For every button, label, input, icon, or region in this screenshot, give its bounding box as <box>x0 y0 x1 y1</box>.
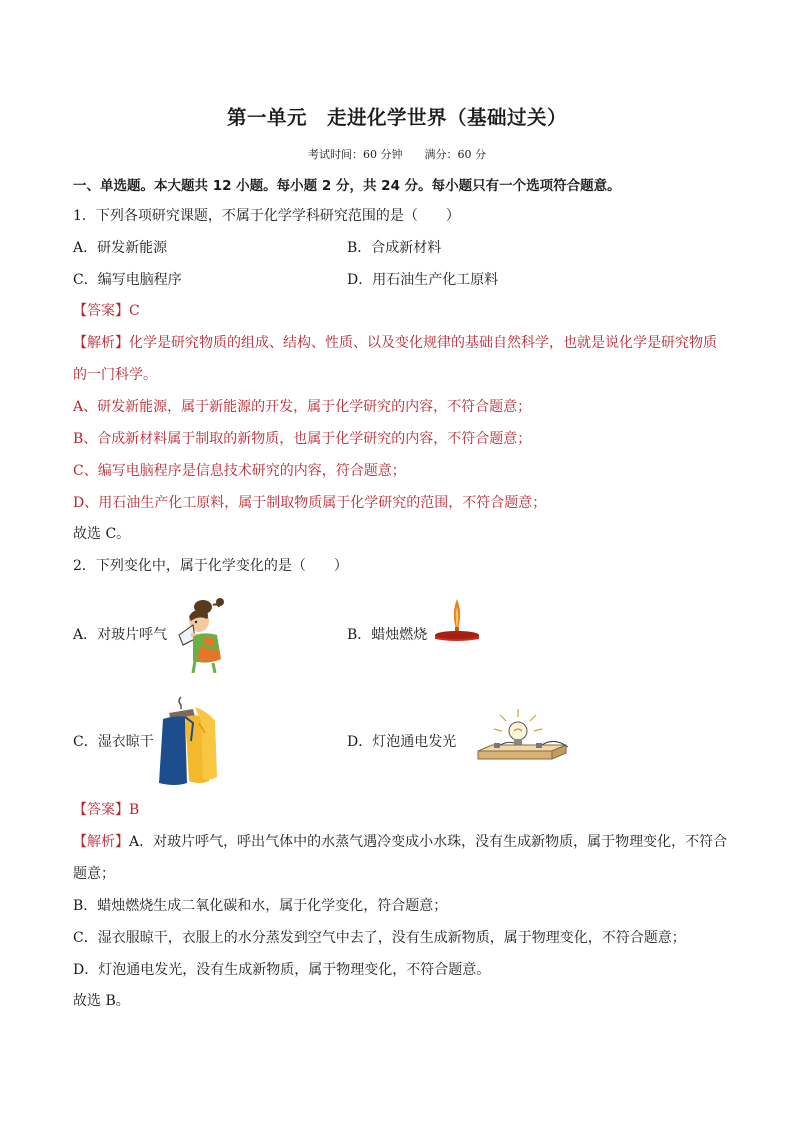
analysis-text: 化学是研究物质的组成、结构、性质、以及变化规律的基础自然科学，也就是说化学是研究物质 <box>129 335 717 351</box>
answer-tag: 【答案】 <box>73 802 129 818</box>
q2-option-d: D．灯泡通电发光 <box>347 734 457 750</box>
q1-analysis-line: B、合成新材料属于制取的新物质，也属于化学研究的内容，不符合题意； <box>73 431 532 447</box>
q1-option-b: B．合成新材料 <box>347 240 442 256</box>
light-bulb-circuit-image <box>474 707 570 767</box>
question-1-stem: 1．下列各项研究课题，不属于化学学科研究范围的是（ ） <box>73 208 460 224</box>
q1-conclusion: 故选 C。 <box>73 526 131 542</box>
question-2-stem: 2．下列变化中，属于化学变化的是（ ） <box>73 558 348 574</box>
q2-analysis-line: 题意； <box>73 866 115 882</box>
q1-analysis-line <box>73 333 717 353</box>
q1-analysis-line: D、用石油生产化工原料，属于制取物质属于化学研究的范围，不符合题意； <box>73 495 547 511</box>
answer-tag: 【答案】 <box>73 303 129 319</box>
q2-answer <box>73 800 139 820</box>
girl-breathing-on-glass-image <box>173 595 225 673</box>
q2-option-c: C．湿衣晾干 <box>73 734 154 750</box>
exam-info: 考试时间：60 分钟 满分：60 分 <box>308 148 486 161</box>
q2-analysis-line: C．湿衣服晾干，衣服上的水分蒸发到空气中去了，没有生成新物质，属于物理变化，不符合题意； <box>73 930 686 946</box>
q2-analysis-line: D．灯泡通电发光，没有生成新物质，属于物理变化，不符合题意。 <box>73 962 491 978</box>
q2-analysis-line <box>73 832 727 852</box>
q1-option-d: D．用石油生产化工原料 <box>347 272 499 288</box>
analysis-text: A．对玻片呼气，呼出气体中的水蒸气遇冷变成小水珠，没有生成新物质，属于物理变化，不符合 <box>129 834 728 850</box>
clothes-drying-image <box>155 693 225 789</box>
q2-option-a: A．对玻片呼气 <box>73 627 168 643</box>
q2-conclusion: 故选 B。 <box>73 993 130 1009</box>
q1-option-c: C．编写电脑程序 <box>73 272 182 288</box>
answer-value: C <box>129 303 140 319</box>
q2-option-b: B．蜡烛燃烧 <box>347 627 428 643</box>
analysis-tag: 【解析】 <box>73 834 129 850</box>
q1-option-a: A．研发新能源 <box>73 240 168 256</box>
q1-analysis-line: 的一门科学。 <box>73 367 157 383</box>
q1-analysis-line: C、编写电脑程序是信息技术研究的内容，符合题意； <box>73 463 406 479</box>
analysis-tag: 【解析】 <box>73 335 129 351</box>
q2-analysis-line: B．蜡烛燃烧生成二氧化碳和水，属于化学变化，符合题意； <box>73 898 448 914</box>
q1-answer <box>73 301 140 321</box>
section-heading: 一、单选题。本大题共 12 小题。每小题 2 分，共 24 分。每小题只有一个选项符合题意。 <box>73 178 621 194</box>
answer-value: B <box>129 802 140 818</box>
burning-candle-image <box>431 597 483 643</box>
page-title: 第一单元 走进化学世界（基础过关） <box>226 106 567 129</box>
q1-analysis-line: A、研发新能源，属于新能源的开发，属于化学研究的内容，不符合题意； <box>73 399 532 415</box>
